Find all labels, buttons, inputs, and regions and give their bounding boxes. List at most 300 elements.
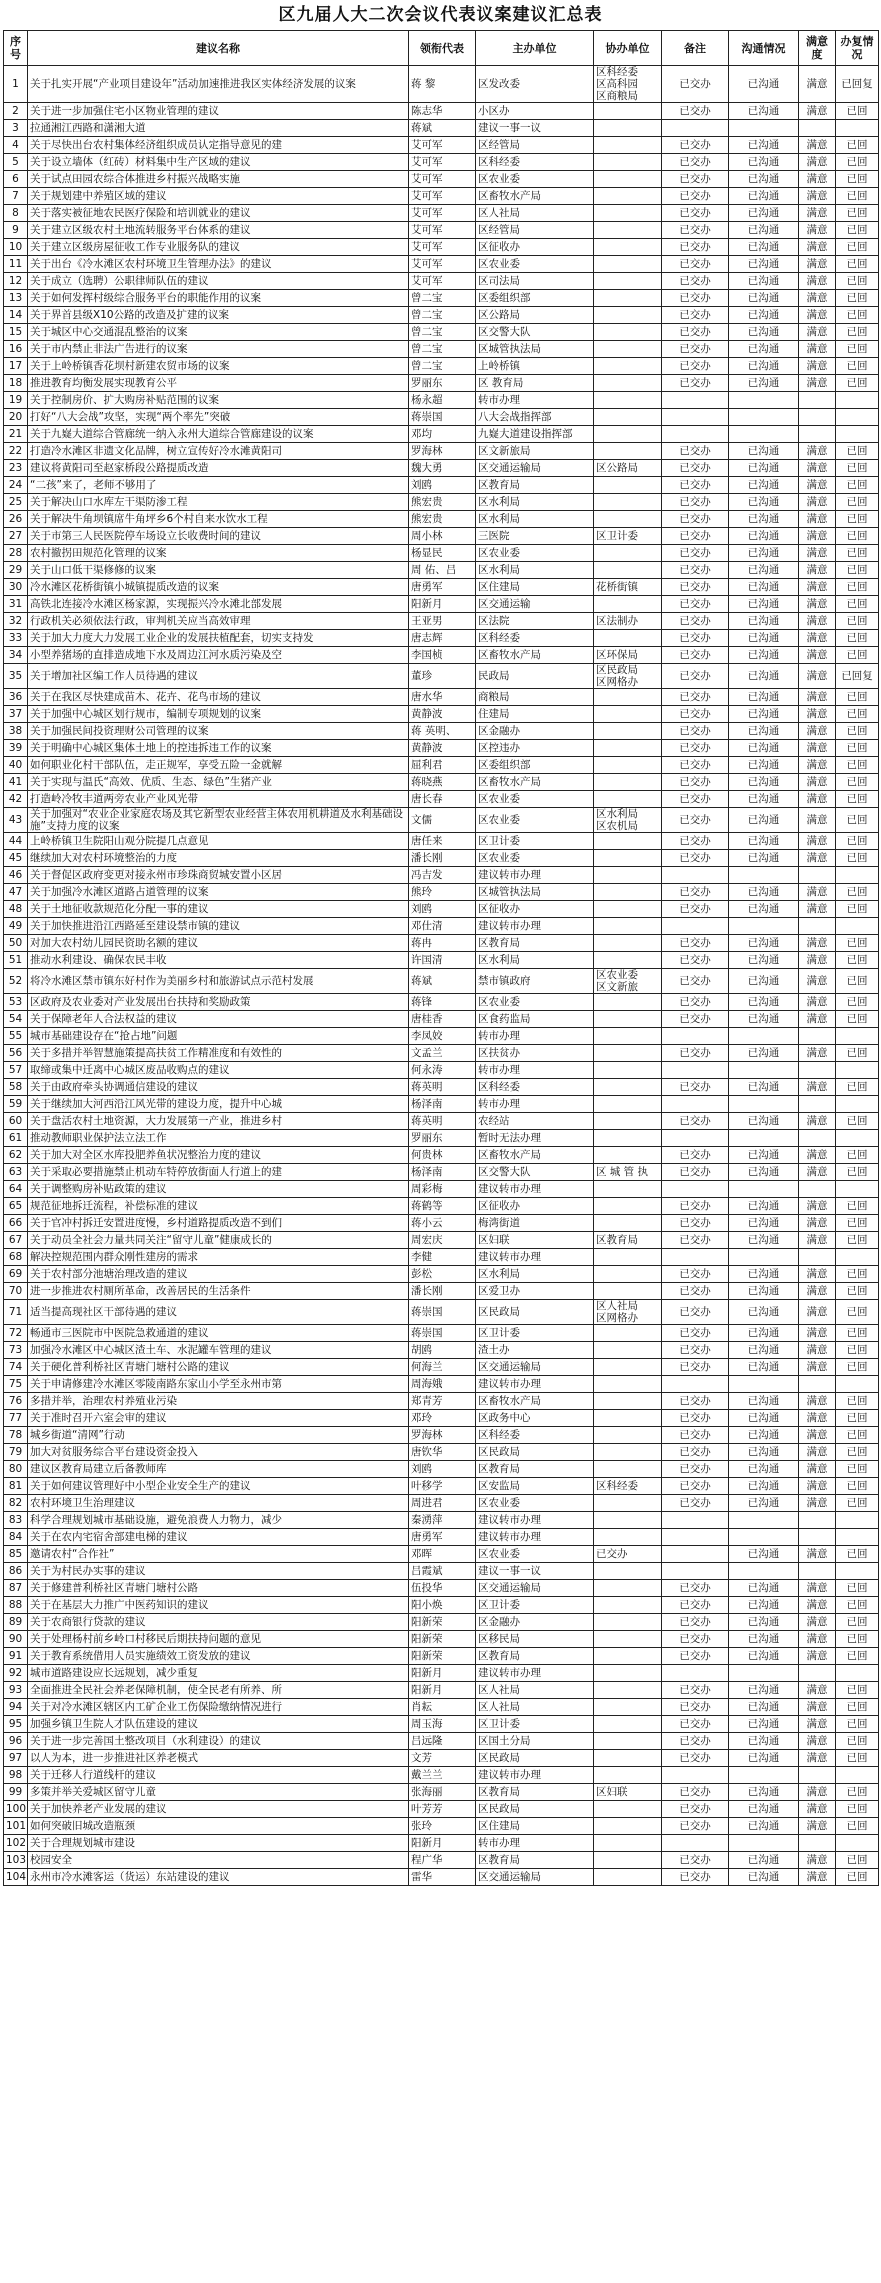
cell-assist	[594, 1147, 662, 1164]
cell-comm: 已沟通	[729, 375, 799, 392]
table-row	[4, 1665, 879, 1682]
cell-name: 打好“八大会战”攻坚，实现“两个率先”突破	[28, 409, 409, 426]
cell-name: 关于建立区级农村土地流转服务平台体系的建议	[28, 222, 409, 239]
cell-remark	[662, 1062, 729, 1079]
cell-host: 建议转市办理	[476, 1529, 594, 1546]
cell-satisfaction	[799, 1062, 836, 1079]
cell-lead: 董珍	[409, 664, 476, 689]
table-row	[4, 409, 879, 426]
cell-name: 关于加强中心城区划行规市，编制专项规划的议案	[28, 706, 409, 723]
cell-comm: 已沟通	[729, 630, 799, 647]
cell-remark: 已交办	[662, 1682, 729, 1699]
table-row	[4, 596, 879, 613]
cell-remark	[662, 1665, 729, 1682]
cell-no: 4	[4, 137, 28, 154]
cell-assist	[594, 1028, 662, 1045]
cell-satisfaction: 满意	[799, 630, 836, 647]
cell-comm: 已沟通	[729, 307, 799, 324]
cell-reply: 已回	[836, 1614, 879, 1631]
cell-satisfaction: 满意	[799, 884, 836, 901]
cell-comm: 已沟通	[729, 222, 799, 239]
cell-reply	[836, 1028, 879, 1045]
cell-remark: 已交办	[662, 1283, 729, 1300]
cell-no: 19	[4, 392, 28, 409]
table-row	[4, 188, 879, 205]
cell-comm: 已沟通	[729, 1198, 799, 1215]
cell-name: 校园安全	[28, 1852, 409, 1869]
cell-assist	[594, 392, 662, 409]
cell-host: 区征收办	[476, 901, 594, 918]
cell-comm: 已沟通	[729, 1750, 799, 1767]
cell-no: 79	[4, 1444, 28, 1461]
table-row	[4, 1631, 879, 1648]
cell-lead: 周 佑、吕	[409, 562, 476, 579]
cell-comm: 已沟通	[729, 664, 799, 689]
table-row	[4, 545, 879, 562]
cell-reply	[836, 409, 879, 426]
table-row	[4, 205, 879, 222]
table-row	[4, 1512, 879, 1529]
cell-no: 77	[4, 1410, 28, 1427]
cell-no: 41	[4, 774, 28, 791]
cell-comm: 已沟通	[729, 952, 799, 969]
cell-host: 区住建局	[476, 579, 594, 596]
table-row	[4, 1801, 879, 1818]
cell-lead: 艾可军	[409, 273, 476, 290]
cell-name: 建议将黄阳司至赵家桥段公路提质改造	[28, 460, 409, 477]
cell-no: 9	[4, 222, 28, 239]
cell-reply: 已回	[836, 723, 879, 740]
cell-host: 区发改委	[476, 66, 594, 103]
cell-no: 10	[4, 239, 28, 256]
cell-host: 暂时无法办理	[476, 1130, 594, 1147]
cell-reply: 已回	[836, 706, 879, 723]
cell-reply: 已回	[836, 1801, 879, 1818]
cell-lead: 阳小焕	[409, 1597, 476, 1614]
cell-comm: 已沟通	[729, 256, 799, 273]
cell-lead: 阳新月	[409, 1665, 476, 1682]
table-row	[4, 1215, 879, 1232]
cell-satisfaction: 满意	[799, 103, 836, 120]
cell-reply: 已回	[836, 188, 879, 205]
cell-no: 94	[4, 1699, 28, 1716]
cell-reply: 已回	[836, 1079, 879, 1096]
cell-assist	[594, 1096, 662, 1113]
cell-lead: 熊宏贵	[409, 511, 476, 528]
cell-satisfaction	[799, 426, 836, 443]
table-row	[4, 884, 879, 901]
cell-no: 1	[4, 66, 28, 103]
cell-no: 43	[4, 808, 28, 833]
cell-assist: 区法制办	[594, 613, 662, 630]
cell-reply: 已回	[836, 494, 879, 511]
cell-no: 65	[4, 1198, 28, 1215]
cell-assist: 区科经委 区高科园 区商粮局	[594, 66, 662, 103]
cell-lead: 屈利君	[409, 757, 476, 774]
cell-remark: 已交办	[662, 1045, 729, 1062]
table-row	[4, 918, 879, 935]
cell-remark	[662, 1767, 729, 1784]
table-row	[4, 443, 879, 460]
cell-host: 区水利局	[476, 494, 594, 511]
cell-host: 区安监局	[476, 1478, 594, 1495]
cell-assist	[594, 1045, 662, 1062]
cell-lead: 阳新荣	[409, 1648, 476, 1665]
cell-name: 打造岭冷牧丰道两旁农业产业风光带	[28, 791, 409, 808]
table-row	[4, 1410, 879, 1427]
cell-no: 88	[4, 1597, 28, 1614]
cell-satisfaction: 满意	[799, 562, 836, 579]
cell-lead: 唐水华	[409, 689, 476, 706]
cell-reply: 已回	[836, 1342, 879, 1359]
cell-assist	[594, 137, 662, 154]
cell-remark: 已交办	[662, 443, 729, 460]
cell-assist	[594, 103, 662, 120]
cell-name: 以人为本，进一步推进社区养老模式	[28, 1750, 409, 1767]
cell-remark: 已交办	[662, 1461, 729, 1478]
cell-host: 建议转市办理	[476, 1181, 594, 1198]
cell-no: 90	[4, 1631, 28, 1648]
cell-reply: 已回	[836, 1045, 879, 1062]
cell-assist	[594, 341, 662, 358]
cell-reply	[836, 1529, 879, 1546]
cell-lead: 艾可军	[409, 256, 476, 273]
cell-assist	[594, 239, 662, 256]
cell-assist	[594, 918, 662, 935]
cell-lead: 陈志华	[409, 103, 476, 120]
cell-remark: 已交办	[662, 833, 729, 850]
cell-reply: 已回	[836, 1648, 879, 1665]
cell-satisfaction	[799, 1563, 836, 1580]
cell-satisfaction: 满意	[799, 706, 836, 723]
table-row	[4, 867, 879, 884]
cell-assist	[594, 1130, 662, 1147]
cell-assist	[594, 307, 662, 324]
cell-host: 转市办理	[476, 1835, 594, 1852]
cell-assist: 区人社局 区网格办	[594, 1300, 662, 1325]
cell-comm	[729, 1665, 799, 1682]
table-row	[4, 324, 879, 341]
cell-host: 区农业委	[476, 791, 594, 808]
cell-remark	[662, 409, 729, 426]
cell-reply: 已回	[836, 1164, 879, 1181]
cell-host: 梅湾街道	[476, 1215, 594, 1232]
cell-name: 全面推进全民社会养老保障机制，使全民老有所养、所	[28, 1682, 409, 1699]
cell-assist	[594, 1181, 662, 1198]
table-row	[4, 273, 879, 290]
cell-remark: 已交办	[662, 1750, 729, 1767]
cell-reply: 已回	[836, 1852, 879, 1869]
cell-remark: 已交办	[662, 1359, 729, 1376]
cell-remark: 已交办	[662, 808, 729, 833]
cell-lead: 刘鸥	[409, 1461, 476, 1478]
cell-satisfaction	[799, 1529, 836, 1546]
cell-satisfaction: 满意	[799, 1699, 836, 1716]
cell-satisfaction: 满意	[799, 969, 836, 994]
cell-reply: 已回	[836, 460, 879, 477]
cell-host: 区水利局	[476, 511, 594, 528]
cell-satisfaction: 满意	[799, 791, 836, 808]
cell-host: 建议转市办理	[476, 918, 594, 935]
cell-remark: 已交办	[662, 1079, 729, 1096]
cell-remark	[662, 1512, 729, 1529]
cell-name: 关于明确中心城区集体土地上的控违拆违工作的议案	[28, 740, 409, 757]
cell-assist	[594, 791, 662, 808]
cell-satisfaction: 满意	[799, 188, 836, 205]
cell-no: 49	[4, 918, 28, 935]
table-row	[4, 1767, 879, 1784]
table-row	[4, 1300, 879, 1325]
cell-host: 建议转市办理	[476, 1249, 594, 1266]
cell-no: 27	[4, 528, 28, 545]
cell-no: 102	[4, 1835, 28, 1852]
cell-assist	[594, 935, 662, 952]
table-row	[4, 1079, 879, 1096]
cell-remark: 已交办	[662, 1444, 729, 1461]
cell-satisfaction	[799, 1130, 836, 1147]
cell-satisfaction: 满意	[799, 994, 836, 1011]
cell-host: 区交通运输局	[476, 1869, 594, 1886]
cell-remark: 已交办	[662, 1801, 729, 1818]
cell-no: 8	[4, 205, 28, 222]
cell-remark: 已交办	[662, 901, 729, 918]
cell-comm	[729, 392, 799, 409]
cell-remark: 已交办	[662, 511, 729, 528]
cell-remark: 已交办	[662, 1597, 729, 1614]
cell-no: 85	[4, 1546, 28, 1563]
cell-name: 关于迁移人行道线杆的建议	[28, 1767, 409, 1784]
cell-remark: 已交办	[662, 477, 729, 494]
cell-assist	[594, 1215, 662, 1232]
cell-remark: 已交办	[662, 188, 729, 205]
cell-reply: 已回	[836, 324, 879, 341]
cell-assist: 区 城 管 执	[594, 1164, 662, 1181]
cell-no: 78	[4, 1427, 28, 1444]
cell-name: 关于实现与温氏“高效、优质、生态、绿色”生猪产业	[28, 774, 409, 791]
cell-comm: 已沟通	[729, 1614, 799, 1631]
cell-assist	[594, 375, 662, 392]
cell-lead: 罗丽东	[409, 1130, 476, 1147]
cell-satisfaction: 满意	[799, 341, 836, 358]
cell-lead: 蒋崇国	[409, 1325, 476, 1342]
cell-name: 关于如何建议管理好中小型企业安全生产的建议	[28, 1478, 409, 1495]
cell-satisfaction: 满意	[799, 935, 836, 952]
cell-name: 加强乡镇卫生院人才队伍建设的建议	[28, 1716, 409, 1733]
cell-remark	[662, 1529, 729, 1546]
cell-assist	[594, 171, 662, 188]
cell-assist	[594, 1512, 662, 1529]
cell-host: 区教育局	[476, 477, 594, 494]
cell-name: 关于如何发挥村级综合服务平台的职能作用的议案	[28, 290, 409, 307]
cell-remark: 已交办	[662, 1733, 729, 1750]
table-row	[4, 511, 879, 528]
cell-name: 关于市第三人民医院停车场设立长收费时间的建议	[28, 528, 409, 545]
cell-reply: 已回	[836, 545, 879, 562]
cell-comm: 已沟通	[729, 1079, 799, 1096]
cell-remark: 已交办	[662, 1699, 729, 1716]
cell-assist	[594, 1580, 662, 1597]
cell-comm: 已沟通	[729, 460, 799, 477]
cell-host: 区司法局	[476, 273, 594, 290]
cell-remark	[662, 1028, 729, 1045]
cell-reply: 已回	[836, 273, 879, 290]
col-header-assist: 协办单位	[594, 31, 662, 66]
proposal-table	[3, 30, 879, 1886]
cell-host: 区政务中心	[476, 1410, 594, 1427]
cell-host: 区征收办	[476, 1198, 594, 1215]
cell-reply: 已回	[836, 562, 879, 579]
cell-host: 区水利局	[476, 1266, 594, 1283]
cell-name: 关于控制房价、扩大购房补贴范围的议案	[28, 392, 409, 409]
cell-comm: 已沟通	[729, 757, 799, 774]
cell-assist	[594, 1716, 662, 1733]
cell-name: 畅通市三医院市中医院急救通道的建议	[28, 1325, 409, 1342]
cell-reply	[836, 120, 879, 137]
cell-lead: 唐长春	[409, 791, 476, 808]
cell-comm: 已沟通	[729, 1300, 799, 1325]
cell-remark: 已交办	[662, 324, 729, 341]
cell-remark: 已交办	[662, 66, 729, 103]
cell-remark: 已交办	[662, 723, 729, 740]
cell-comm	[729, 1529, 799, 1546]
cell-name: 关于调整购房补贴政策的建议	[28, 1181, 409, 1198]
cell-assist	[594, 545, 662, 562]
cell-lead: 唐任来	[409, 833, 476, 850]
cell-lead: 李国桢	[409, 647, 476, 664]
cell-comm	[729, 120, 799, 137]
cell-reply: 已回	[836, 1461, 879, 1478]
cell-reply: 已回	[836, 1198, 879, 1215]
cell-satisfaction	[799, 1665, 836, 1682]
cell-comm	[729, 1130, 799, 1147]
cell-remark	[662, 1130, 729, 1147]
cell-name: 城乡街道“清网”行动	[28, 1427, 409, 1444]
cell-assist	[594, 1376, 662, 1393]
cell-host: 区教育局	[476, 1852, 594, 1869]
cell-name: 关于解决牛角坝镇席牛角坪乡6个村自来水饮水工程	[28, 511, 409, 528]
cell-remark: 已交办	[662, 103, 729, 120]
cell-no: 86	[4, 1563, 28, 1580]
cell-reply: 已回	[836, 596, 879, 613]
cell-no: 52	[4, 969, 28, 994]
cell-remark: 已交办	[662, 1232, 729, 1249]
cell-name: 关于督促区政府变更对接永州市珍珠商贸城安置小区居	[28, 867, 409, 884]
cell-lead: 杨泽南	[409, 1164, 476, 1181]
cell-remark: 已交办	[662, 137, 729, 154]
cell-comm	[729, 1096, 799, 1113]
cell-reply	[836, 1181, 879, 1198]
cell-host: 八大会战指挥部	[476, 409, 594, 426]
cell-name: 邀请农村“合作社”	[28, 1546, 409, 1563]
cell-reply: 已回	[836, 154, 879, 171]
table-row	[4, 774, 879, 791]
cell-lead: 吕远隆	[409, 1733, 476, 1750]
cell-name: 关于成立（选聘）公职律师队伍的建议	[28, 273, 409, 290]
cell-no: 97	[4, 1750, 28, 1767]
cell-comm: 已沟通	[729, 528, 799, 545]
table-row	[4, 1461, 879, 1478]
cell-assist	[594, 1750, 662, 1767]
cell-assist	[594, 409, 662, 426]
cell-assist: 区妇联	[594, 1784, 662, 1801]
cell-lead: 周进君	[409, 1495, 476, 1512]
cell-lead: 冯吉发	[409, 867, 476, 884]
cell-comm: 已沟通	[729, 808, 799, 833]
cell-assist	[594, 723, 662, 740]
cell-reply: 已回	[836, 1495, 879, 1512]
cell-comm: 已沟通	[729, 1232, 799, 1249]
cell-remark: 已交办	[662, 969, 729, 994]
cell-satisfaction: 满意	[799, 1597, 836, 1614]
cell-lead: 蒋冉	[409, 935, 476, 952]
cell-satisfaction: 满意	[799, 1801, 836, 1818]
cell-assist	[594, 774, 662, 791]
cell-satisfaction: 满意	[799, 740, 836, 757]
cell-no: 3	[4, 120, 28, 137]
cell-reply: 已回	[836, 994, 879, 1011]
cell-reply: 已回	[836, 630, 879, 647]
cell-remark	[662, 1835, 729, 1852]
cell-no: 17	[4, 358, 28, 375]
cell-satisfaction: 满意	[799, 1495, 836, 1512]
cell-no: 18	[4, 375, 28, 392]
cell-lead: 刘鸥	[409, 477, 476, 494]
cell-no: 5	[4, 154, 28, 171]
cell-remark: 已交办	[662, 1113, 729, 1130]
cell-name: 关于加快养老产业发展的建议	[28, 1801, 409, 1818]
cell-no: 32	[4, 613, 28, 630]
cell-host: 建议转市办理	[476, 1665, 594, 1682]
table-row	[4, 1699, 879, 1716]
table-row	[4, 290, 879, 307]
cell-satisfaction: 满意	[799, 273, 836, 290]
cell-comm: 已沟通	[729, 1869, 799, 1886]
cell-comm	[729, 918, 799, 935]
cell-lead: 罗海林	[409, 1427, 476, 1444]
table-row	[4, 740, 879, 757]
cell-host: 转市办理	[476, 1028, 594, 1045]
table-row	[4, 757, 879, 774]
cell-name: 关于申请修建冷水滩区零陵南路东家山小学至永州市第	[28, 1376, 409, 1393]
cell-assist	[594, 1198, 662, 1215]
cell-satisfaction: 满意	[799, 477, 836, 494]
cell-lead: 唐勇军	[409, 579, 476, 596]
cell-lead: 周玉海	[409, 1716, 476, 1733]
cell-host: 区民政局	[476, 1750, 594, 1767]
cell-name: 关于继续加大河西沿江风光带的建设力度，提升中心城	[28, 1096, 409, 1113]
table-row	[4, 494, 879, 511]
cell-name: 多措并举，治理农村养殖业污染	[28, 1393, 409, 1410]
table-row	[4, 613, 879, 630]
cell-comm: 已沟通	[729, 545, 799, 562]
cell-name: 关于由政府牵头协调通信建设的建议	[28, 1079, 409, 1096]
cell-assist	[594, 1767, 662, 1784]
cell-assist	[594, 1444, 662, 1461]
table-row	[4, 1028, 879, 1045]
cell-no: 84	[4, 1529, 28, 1546]
cell-comm: 已沟通	[729, 1393, 799, 1410]
cell-comm: 已沟通	[729, 1427, 799, 1444]
cell-comm: 已沟通	[729, 791, 799, 808]
cell-no: 29	[4, 562, 28, 579]
cell-satisfaction: 满意	[799, 808, 836, 833]
cell-host: 住建局	[476, 706, 594, 723]
table-row	[4, 1750, 879, 1767]
cell-no: 20	[4, 409, 28, 426]
cell-lead: 阳新月	[409, 1682, 476, 1699]
cell-no: 40	[4, 757, 28, 774]
cell-satisfaction: 满意	[799, 494, 836, 511]
